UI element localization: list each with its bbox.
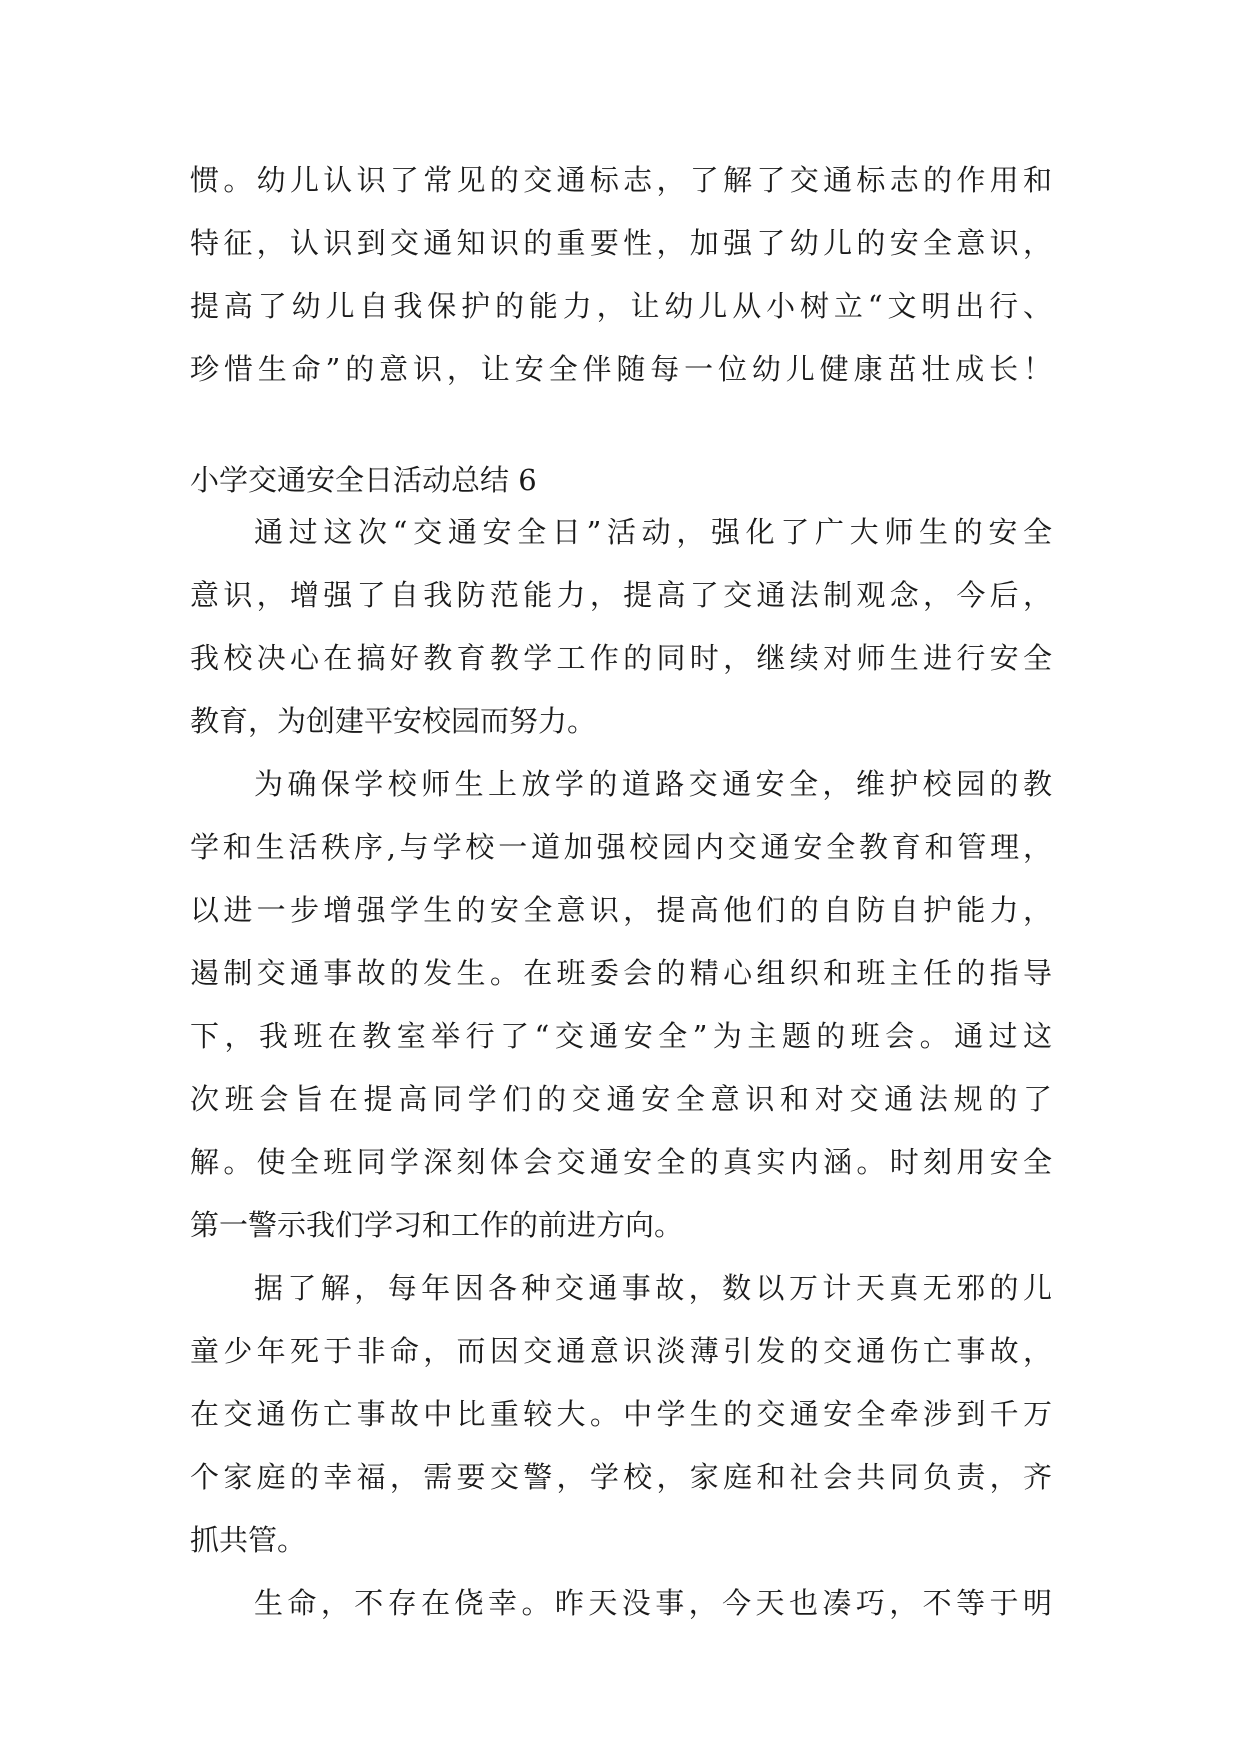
- paragraph-b-line-4: 教育，为创建平安校园而努力。: [190, 704, 597, 738]
- paragraph-c-line-6: 次班会旨在提高同学们的交通安全意识和对交通法规的了: [190, 1082, 1052, 1116]
- paragraph-d-line-3: 在交通伤亡事故中比重较大。中学生的交通安全牵涉到千万: [190, 1397, 1052, 1431]
- paragraph-d-line-2: 童少年死于非命，而因交通意识淡薄引发的交通伤亡事故，: [190, 1334, 1052, 1368]
- paragraph-d-line-4: 个家庭的幸福，需要交警，学校，家庭和社会共同负责，齐: [190, 1460, 1052, 1494]
- paragraph-a-line-4: 珍惜生命”的意识，让安全伴随每一位幼儿健康茁壮成长！: [190, 352, 1052, 386]
- paragraph-a-line-3: 提高了幼儿自我保护的能力，让幼儿从小树立“文明出行、: [190, 289, 1052, 323]
- paragraph-d-line-5: 抓共管。: [190, 1523, 307, 1557]
- paragraph-c-line-4: 遏制交通事故的发生。在班委会的精心组织和班主任的指导: [190, 956, 1052, 990]
- paragraph-c-line-3: 以进一步增强学生的安全意识，提高他们的自防自护能力，: [190, 893, 1052, 927]
- paragraph-c-line-1: 为确保学校师生上放学的道路交通安全，维护校园的教: [254, 767, 1052, 801]
- paragraph-e-line-1: 生命，不存在侥幸。昨天没事，今天也凑巧，不等于明: [254, 1586, 1052, 1620]
- paragraph-b-line-1: 通过这次“交通安全日”活动，强化了广大师生的安全: [254, 515, 1052, 549]
- paragraph-a-line-2: 特征，认识到交通知识的重要性，加强了幼儿的安全意识，: [190, 226, 1052, 260]
- section-title: 小学交通安全日活动总结 6: [190, 463, 537, 497]
- paragraph-b-line-2: 意识，增强了自我防范能力，提高了交通法制观念，今后，: [190, 578, 1052, 612]
- paragraph-c-line-2: 学和生活秩序,与学校一道加强校园内交通安全教育和管理，: [190, 830, 1052, 864]
- paragraph-b-line-3: 我校决心在搞好教育教学工作的同时，继续对师生进行安全: [190, 641, 1052, 675]
- paragraph-c-line-8: 第一警示我们学习和工作的前进方向。: [190, 1208, 684, 1242]
- paragraph-c-line-5: 下，我班在教室举行了“交通安全”为主题的班会。通过这: [190, 1019, 1052, 1053]
- paragraph-a-line-1: 惯。幼儿认识了常见的交通标志，了解了交通标志的作用和: [190, 163, 1052, 197]
- paragraph-d-line-1: 据了解，每年因各种交通事故，数以万计天真无邪的儿: [254, 1271, 1052, 1305]
- paragraph-c-line-7: 解。使全班同学深刻体会交通安全的真实内涵。时刻用安全: [190, 1145, 1052, 1179]
